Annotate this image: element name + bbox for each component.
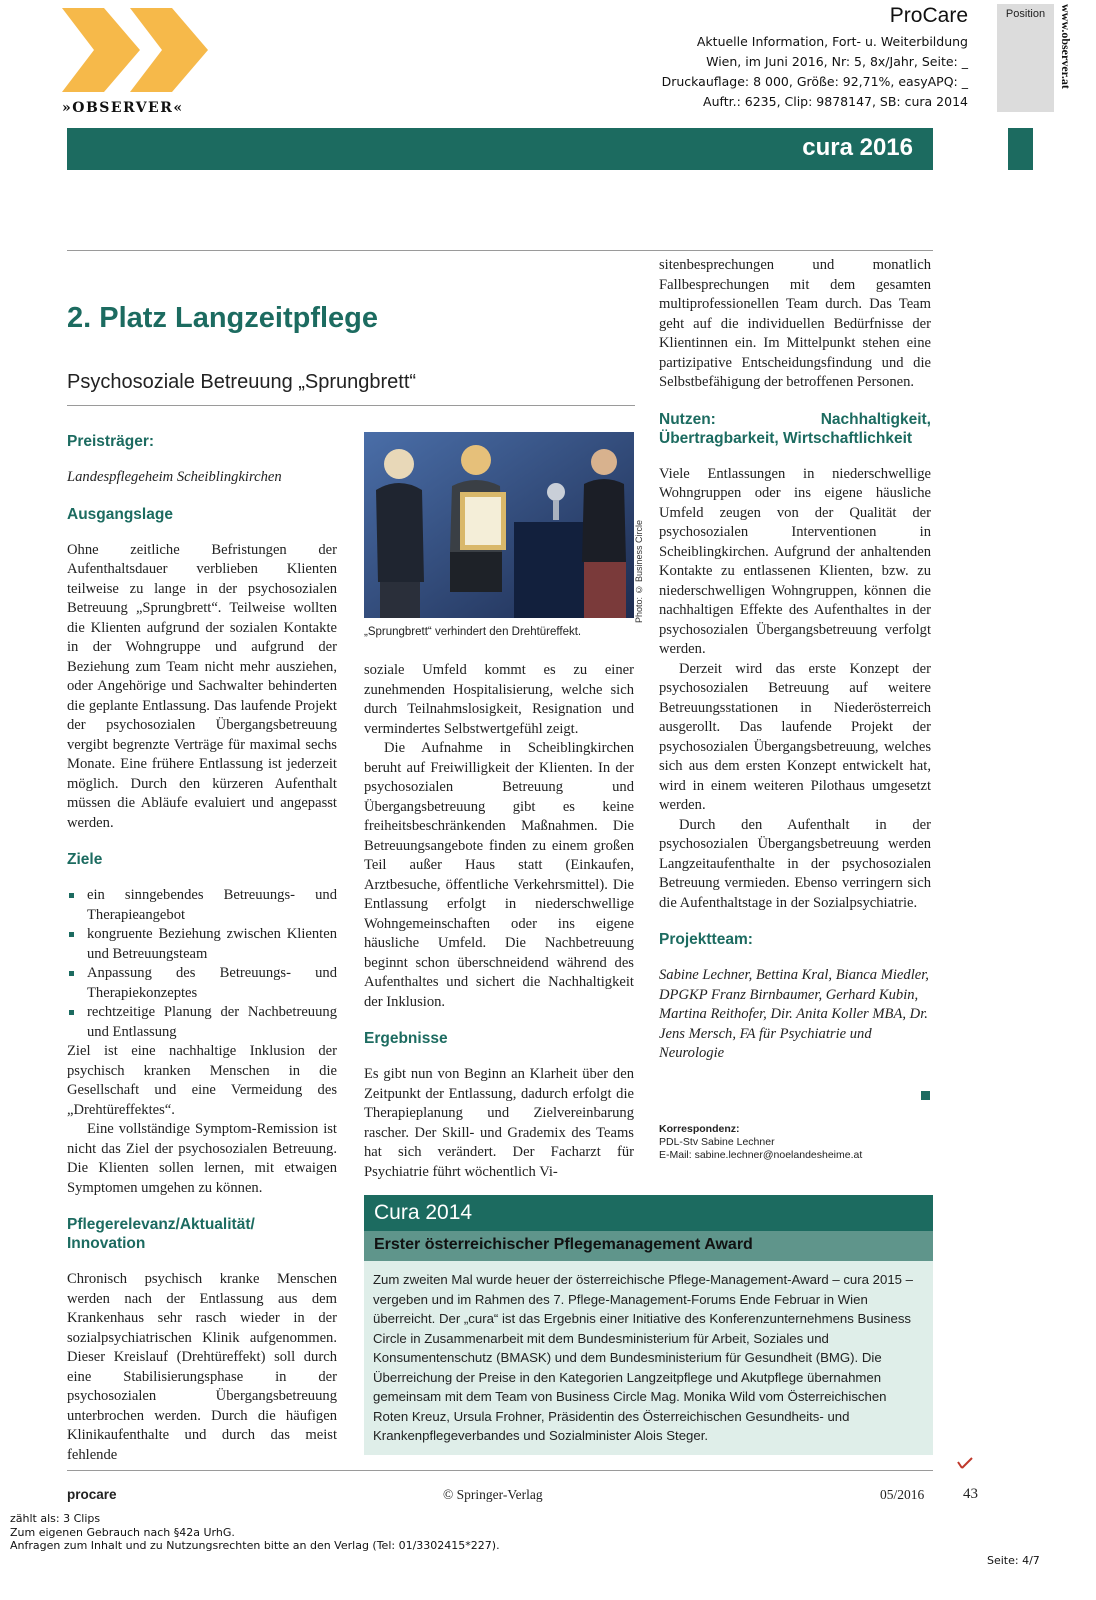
info-line-3: Druckauflage: 8 000, Größe: 92,71%, easyAPQ: _: [661, 74, 968, 89]
section-title: cura 2016: [802, 134, 913, 161]
page-number: 43: [963, 1486, 978, 1502]
usage-note-1: zählt als: 3 Clips: [10, 1512, 101, 1525]
ziel-text-2: Eine vollständige Symptom-Remission ist nicht das Ziel der psychosozialen Betreuung. Die Klienten sollen lernen, mit etwaigen Symptomen umgehen zu können.: [67, 1121, 337, 1196]
award-ceremony-image: [364, 432, 634, 618]
list-item: rechtzeitige Planung der Nachbetreuung und Entlassung: [67, 1003, 337, 1042]
projektteam-names: Sabine Lechner, Bettina Kral, Bianca Miedler, DPGKP Franz Birnbaumer, Gerhard Kubin, Martina Reithofer, Dir. Anita Koller MBA, Dr. Jens Mersch, FA für Psychiatrie und Neurologie: [659, 967, 929, 1061]
column-3: [659, 256, 931, 1064]
box-subtitle-bar: [364, 1231, 933, 1261]
usage-note-3: Anfragen zum Inhalt und zu Nutzungsrechten bitte an den Verlag (Tel: 01/3302415*227).: [10, 1539, 500, 1552]
footer-journal: procare: [67, 1487, 117, 1502]
usage-note-2: Zum eigenen Gebrauch nach §42a UrhG.: [10, 1525, 235, 1539]
box-body: Zum zweiten Mal wurde heuer der österreichische Pflege-Management-Award – cura 2015 – vergeben und im Rahmen des 7. Pflege-Management-Forums Ende Februar in Wien überreicht. Der „cura“ ist das Ergebnis einer Initiative des Konferenzunternehmens Business Circle in Zusammenarbeit mit dem Bundesministerium für Arbeit, Soziales und Konsumentenschutz (BMASK) und dem Bundesministerium für Gesundheit (BMG). Die Überreichung der Preise in den Kategorien Langzeitpflege und Akutpflege übernahmen gemeinsam mit dem Team von Business Circle Mag. Monika Wild vom Österreichischen Roten Kreuz, Ursula Frohner, Präsidentin des Österreichischen Gesundheits- und Krankenpflegeverbandes und Sozialminister Alois Steger.: [373, 1272, 913, 1443]
seite-indicator: Seite: 4/7: [987, 1554, 1040, 1567]
ausgangslage-text: Ohne zeitliche Befristungen der Aufenthaltsdauer verblieben Klienten teilweise zu lange in der psychosozialen Betreuung „Sprungbrett“. Teilweise wollten die Klienten aufgrund der sozialen Kontakte in der Wohngruppe und aufgrund der Beziehung zum Team nicht mehr ausziehen, oder Angehörige und Sachwalter behinderten die geplante Entlassung. Das laufende Projekt der psychosozialen Übergangsbetreuung vergibt begrenzte Verträge für maximal sechs Monate. Eine frühere Entlassung ist jederzeit möglich. Durch den kürzeren Aufenthalt müssen die Abläufe evaluiert und angepasst werden.: [67, 541, 337, 831]
usage-notes: [10, 1512, 500, 1553]
footer-rule: [67, 1470, 933, 1471]
observer-logo: [58, 4, 218, 96]
correspondence-name: PDL-Stv Sabine Lechner: [659, 1136, 775, 1148]
article-subtitle: Psychosoziale Betreuung „Sprungbrett“: [67, 371, 417, 393]
article-end-mark: [921, 1091, 930, 1100]
check-mark: [956, 1456, 974, 1477]
info-line-2: Wien, im Juni 2016, Nr: 5, 8x/Jahr, Seite: _: [706, 54, 968, 69]
position-box: Position: [997, 4, 1054, 112]
logo-text: »OBSERVER«: [62, 100, 184, 116]
nutzen-text-3: Durch den Aufenthalt in der psychosozialen Übergangsbetreuung werden Langzeitaufenthalte in der psychosozialen Betreuung vermieden. Ebenso verringern sich die Aufenthaltstage in der Sozialpsychiatrie.: [659, 816, 931, 911]
box-title-bar: [364, 1195, 933, 1231]
photo-credit: Photo: © Business Circle: [634, 520, 644, 624]
photo-caption: „Sprungbrett“ verhindert den Drehtüreffekt.: [364, 626, 582, 638]
info-line-4: Auftr.: 6235, Clip: 9878147, SB: cura 2014: [703, 94, 968, 109]
subtitle-rule: [67, 405, 635, 406]
list-item: kongruente Beziehung zwischen Klienten und Betreuungsteam: [67, 925, 337, 964]
ergebnisse-text: Es gibt nun von Beginn an Klarheit über den Zeitpunkt der Entlassung, dadurch erfolgt die Therapieplanung und Zielvereinbarung rascher. Der Skill- und Grademix des Teams hat sich verändert. Der Facharzt für Psychiatrie führt wöchentlich Vi-: [364, 1066, 634, 1180]
nutzen-heading: Nutzen: Nachhaltigkeit, Übertragbarkeit, Wirtschaftlichkeit: [659, 410, 931, 447]
award-photo: [364, 432, 634, 618]
pflegerelevanz-text: Chronisch psychisch kranke Menschen werden nach der Entlassung aus dem Krankenhaus sehr rasch wieder in der sozialpsychiatrischen Klinik aufgenommen. Dieser Kreislauf (Drehtüreffekt) soll durch eine Stabilisierungsphase in der psychosozialen Übergangsbetreuung unterbrochen werden. Durch die häufigen Klinikaufenthalte und durch das meist fehlende: [67, 1271, 337, 1463]
info-line-1: Aktuelle Information, Fort- u. Weiterbildung: [696, 34, 968, 49]
top-rule: [67, 250, 933, 251]
section-bar: [67, 128, 933, 170]
brand-name: ProCare: [889, 4, 968, 27]
cura-2014-box: [364, 1195, 933, 1455]
correspondence: [659, 1123, 862, 1162]
list-item: Anpassung des Betreuungs- und Therapiekonzeptes: [67, 964, 337, 1003]
correspondence-email: E-Mail: sabine.lechner@noelandesheime.at: [659, 1149, 863, 1161]
chevron-logo-icon: [58, 4, 218, 96]
footer-date: 05/2016: [880, 1487, 925, 1502]
footer-publisher: © Springer-Verlag: [443, 1487, 543, 1502]
ziele-list: [67, 886, 337, 1042]
box-subtitle: Erster österreichischer Pflegemanagement Award: [374, 1236, 753, 1253]
ziel-text: Ziel ist eine nachhaltige Inklusion der psychisch kranken Menschen in die Gesellschaft und eine Vermeidung des „Drehtüreffektes“.: [67, 1043, 337, 1118]
preistraeger-heading: Preisträger:: [67, 433, 155, 450]
col3-paragraph-0: sitenbesprechungen und monatlich Fallbesprechungen mit dem gesamten multiprofessionellen Team durch. Das Team geht auf die individuellen Bedürfnisse der Klientinnen ein. Im Mittelpunkt stehen eine partizipative Entscheidungsfindung und die Selbstbefähigung der betroffenen Personen.: [659, 257, 931, 390]
column-1: [67, 432, 337, 1465]
ergebnisse-heading: Ergebnisse: [364, 1030, 448, 1047]
section-marker: [1008, 128, 1033, 170]
ausgangslage-heading: Ausgangslage: [67, 505, 173, 523]
list-item: ein sinngebendes Betreuungs- und Therapieangebot: [67, 886, 337, 925]
box-title: Cura 2014: [374, 1201, 473, 1224]
observer-url: www.observer.at: [1059, 4, 1073, 89]
correspondence-heading: Korrespondenz:: [659, 1123, 740, 1135]
checkmark-icon: [956, 1456, 974, 1472]
col2-paragraph-1: soziale Umfeld kommt es zu einer zunehmenden Hospitalisierung, welche sich durch Teilnahmslosigkeit, Resignation und vermindertes Selbstwertgefühl zeigt.: [364, 662, 634, 737]
col2-paragraph-2: Die Aufnahme in Scheiblingkirchen beruht auf Freiwilligkeit der Klienten. In der psychosozialen Betreuung und Übergangsbetreuung gibt es keine freiheitsbeschränkenden Maßnahmen. Die Betreuungsangebote finden zu einem großen Teil außer Haus statt (Einkaufen, Arztbesuche, öffentliche Verkehrsmittel). Die Entlassung erfolgt in niederschwellige Wohngemeinschaften oder ins eigene häusliche Umfeld. Die Nachbetreuung beginnt schon überschneidend während des Aufenthaltes und sichert die Nachhaltigkeit der Inklusion.: [364, 740, 634, 1010]
ziele-heading: Ziele: [67, 851, 103, 868]
nutzen-text-2: Derzeit wird das erste Konzept der psychosozialen Betreuung auf weitere Betreuungsstationen in Niederösterreich ausgerollt. Das laufende Projekt der psychosozialen Übergangsbetreuung, welches sich aus dem ersten Konzept entwickelt hat, wird in einem weiteren Pilothaus umgesetzt werden.: [659, 660, 931, 813]
nutzen-text-1: Viele Entlassungen in niederschwellige Wohngruppen oder ins eigene häusliche Umfeld zeugen von der Qualität der psychosozialen Interventionen in Scheiblingkirchen. Aufgrund der anhaltenden Kontakte zu entlassenen Klienten, bzw. zu niederschwelligen Wohngruppen, können die nachhaltigen Effekte des Aufenthaltes in der psychosozialen Übergangsbetreuung verfolgt werden.: [659, 465, 931, 657]
article-title: 2. Platz Langzeitpflege: [67, 302, 378, 334]
preistraeger-name: Landespflegeheim Scheiblingkirchen: [67, 469, 282, 485]
projektteam-heading: Projektteam:: [659, 931, 753, 948]
pflegerelevanz-heading: Pflegerelevanz/Aktualität/ Innovation: [67, 1216, 255, 1252]
column-2: [364, 661, 634, 1182]
